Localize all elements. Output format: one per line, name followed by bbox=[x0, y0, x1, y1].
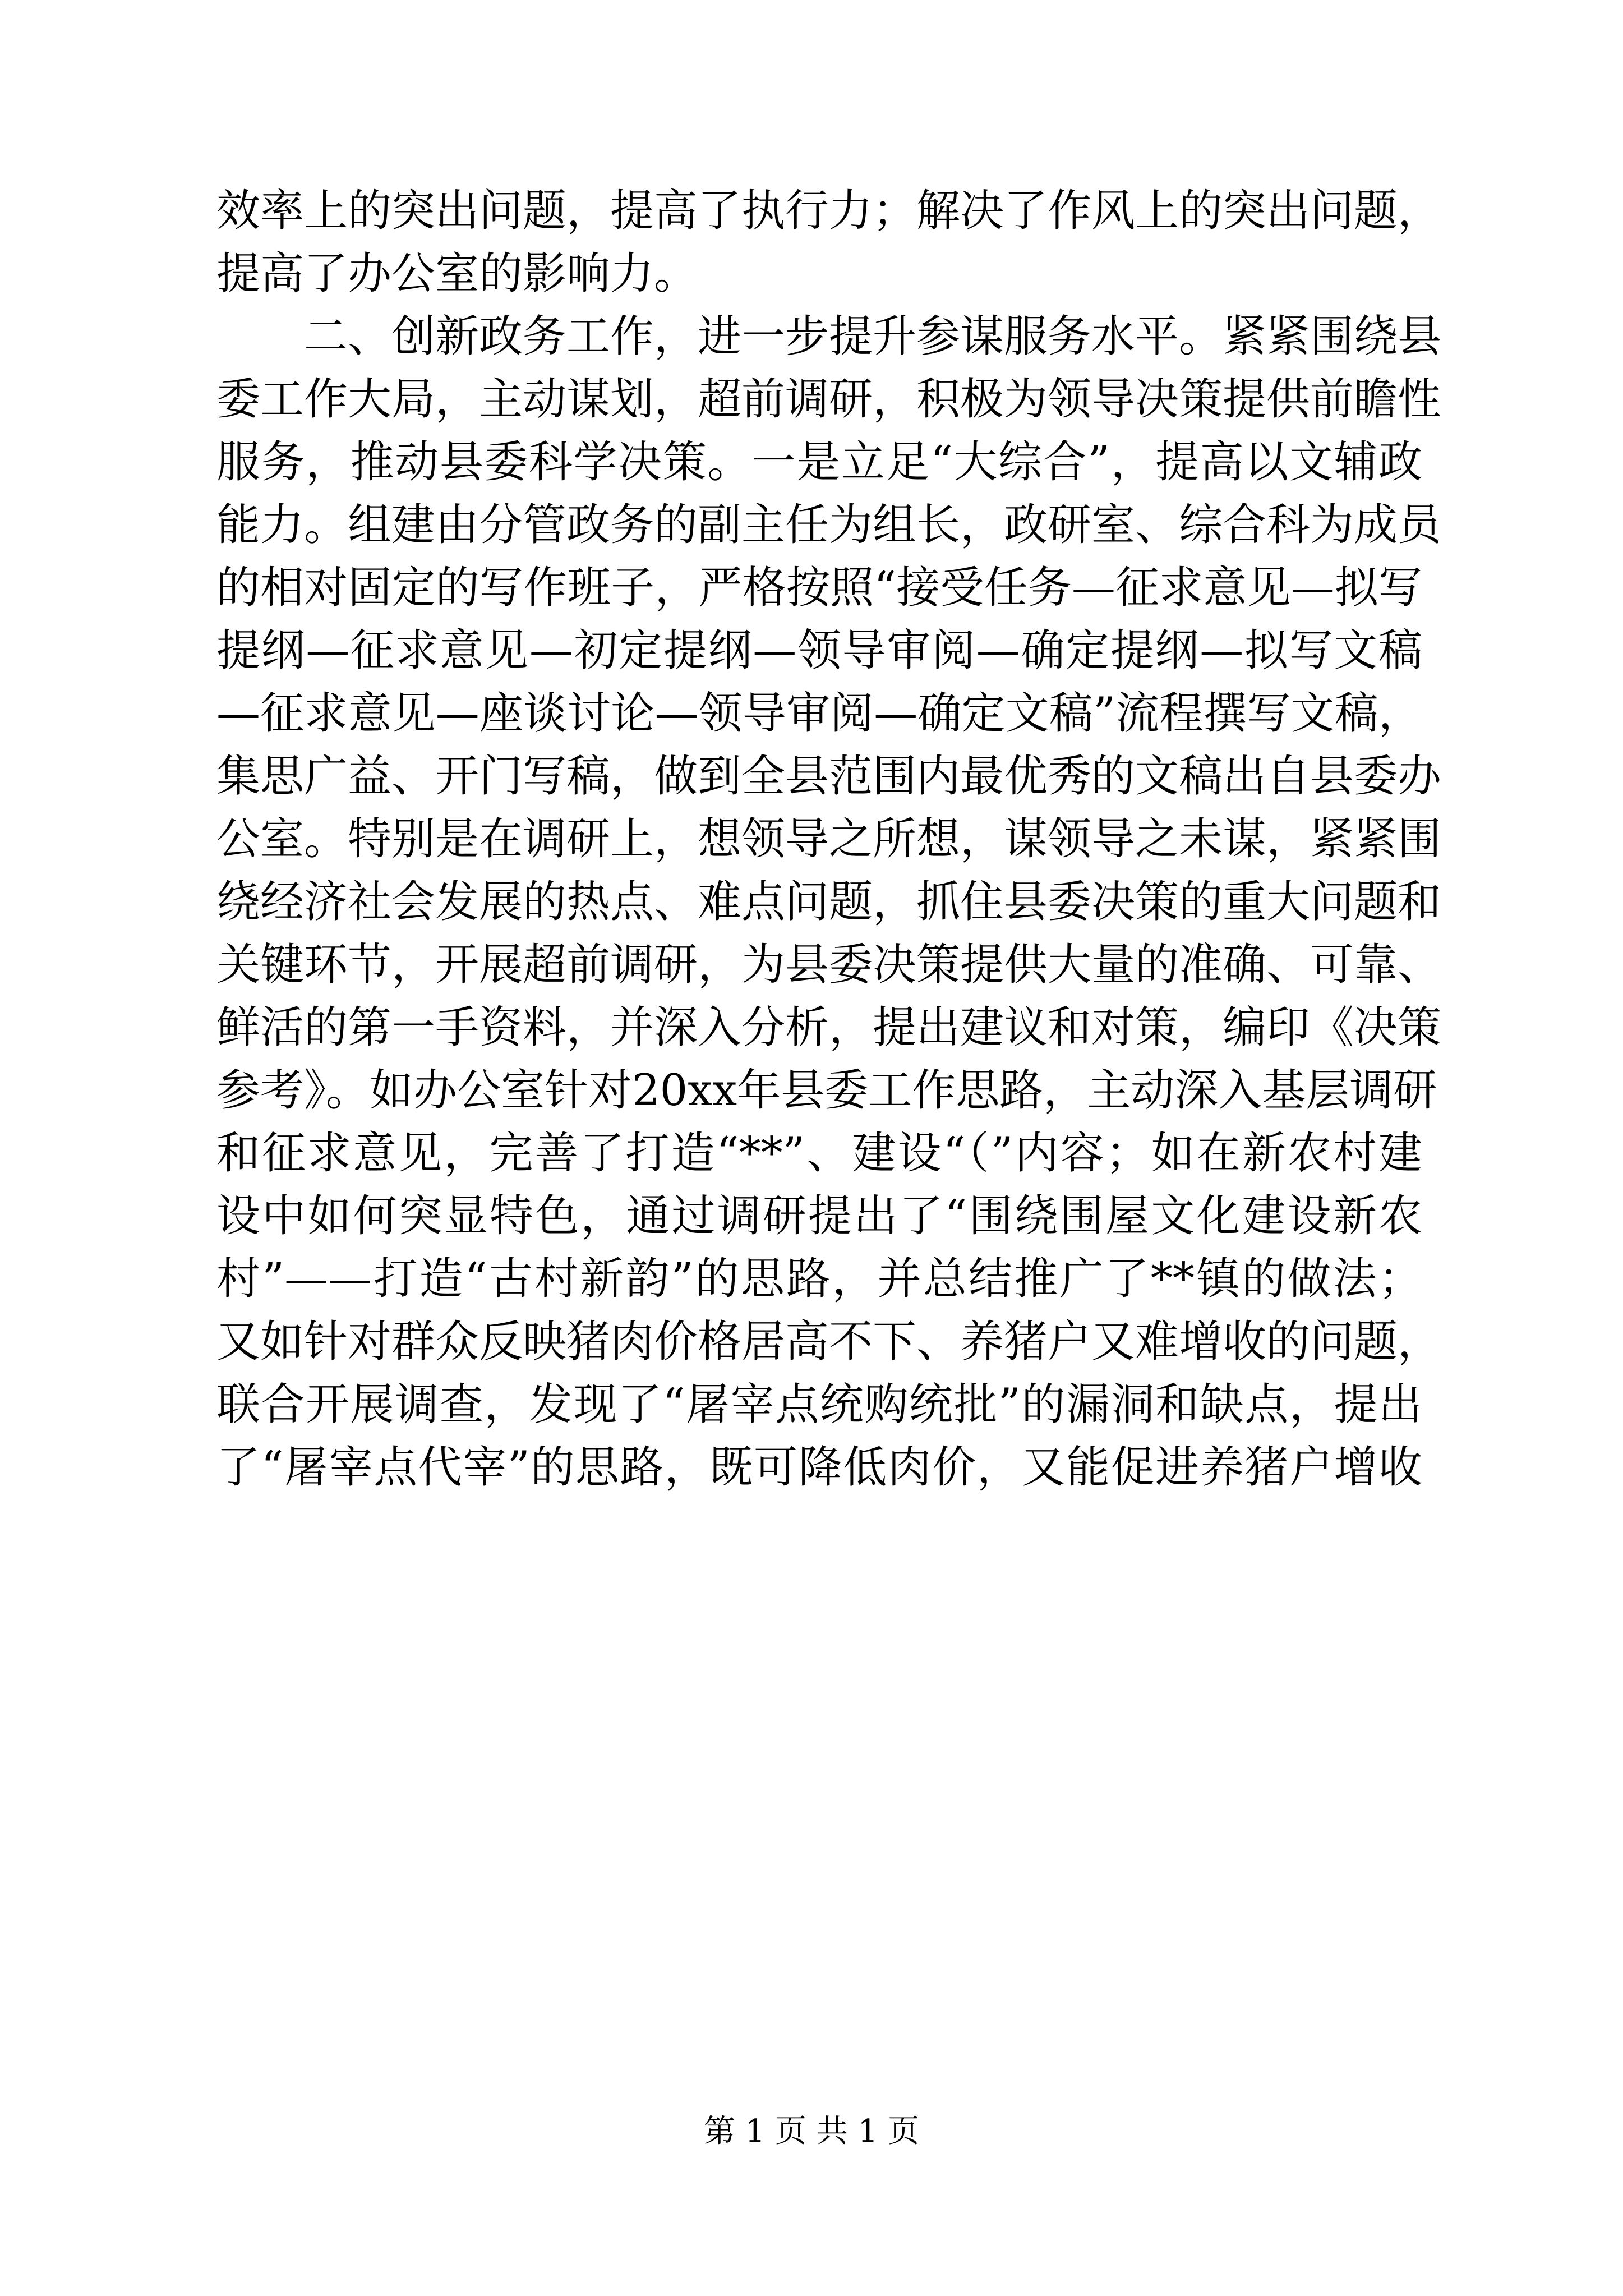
text-line: 的相对固定的写作班子，严格按照“接受任务—征求意见—拟写 bbox=[216, 563, 1422, 613]
text-line: 联合开展调查，发现了“屠宰点统购统批”的漏洞和缺点，提出 bbox=[216, 1379, 1422, 1430]
text-line: 提高了办公室的影响力。 bbox=[216, 249, 698, 299]
page-footer bbox=[0, 2109, 1623, 2154]
text-line: 村”——打造“古村新韵”的思路，并总结推广了**镇的做法； bbox=[216, 1254, 1422, 1304]
page-number-label: 第 1 页 共 1 页 bbox=[703, 2113, 920, 2150]
text-line: 公室。特别是在调研上，想领导之所想，谋领导之未谋，紧紧围 bbox=[216, 814, 1442, 864]
text-line: 和征求意见，完善了打造“**”、建设“（”内容；如在新农村建 bbox=[216, 1128, 1422, 1179]
text-line: 效率上的突出问题，提高了执行力；解决了作风上的突出问题， bbox=[216, 186, 1442, 236]
text-line: 绕经济社会发展的热点、难点问题，抓住县委决策的重大问题和 bbox=[216, 877, 1442, 927]
text-line: 委工作大局，主动谋划，超前调研，积极为领导决策提供前瞻性 bbox=[216, 374, 1442, 425]
text-line: 能力。组建由分管政务的副主任为组长，政研室、综合科为成员 bbox=[216, 500, 1442, 550]
text-line: 了“屠宰点代宰”的思路，既可降低肉价，又能促进养猪户增收 bbox=[216, 1442, 1422, 1493]
text-line: 提纲—征求意见—初定提纲—领导审阅—确定提纲—拟写文稿 bbox=[216, 625, 1422, 676]
text-line: 鲜活的第一手资料，并深入分析，提出建议和对策，编印《决策 bbox=[216, 1002, 1442, 1053]
text-line: —征求意见—座谈讨论—领导审阅—确定文稿”流程撰写文稿， bbox=[216, 688, 1422, 739]
text-line: 集思广益、开门写稿，做到全县范围内最优秀的文稿出自县委办 bbox=[216, 751, 1442, 802]
document-body bbox=[216, 180, 1442, 1499]
text-line: 又如针对群众反映猪肉价格居高不下、养猪户又难增收的问题， bbox=[216, 1317, 1442, 1367]
text-line: 参考》。如办公室针对20xx年县委工作思路，主动深入基层调研 bbox=[216, 1065, 1437, 1116]
text-line: 关键环节，开展超前调研，为县委决策提供大量的准确、可靠、 bbox=[216, 940, 1442, 990]
text-line: 二、创新政务工作，进一步提升参谋服务水平。紧紧围绕县 bbox=[304, 311, 1442, 362]
text-line: 设中如何突显特色，通过调研提出了“围绕围屋文化建设新农 bbox=[216, 1191, 1422, 1241]
text-line: 服务，推动县委科学决策。一是立足“大综合”，提高以文辅政 bbox=[216, 437, 1422, 487]
